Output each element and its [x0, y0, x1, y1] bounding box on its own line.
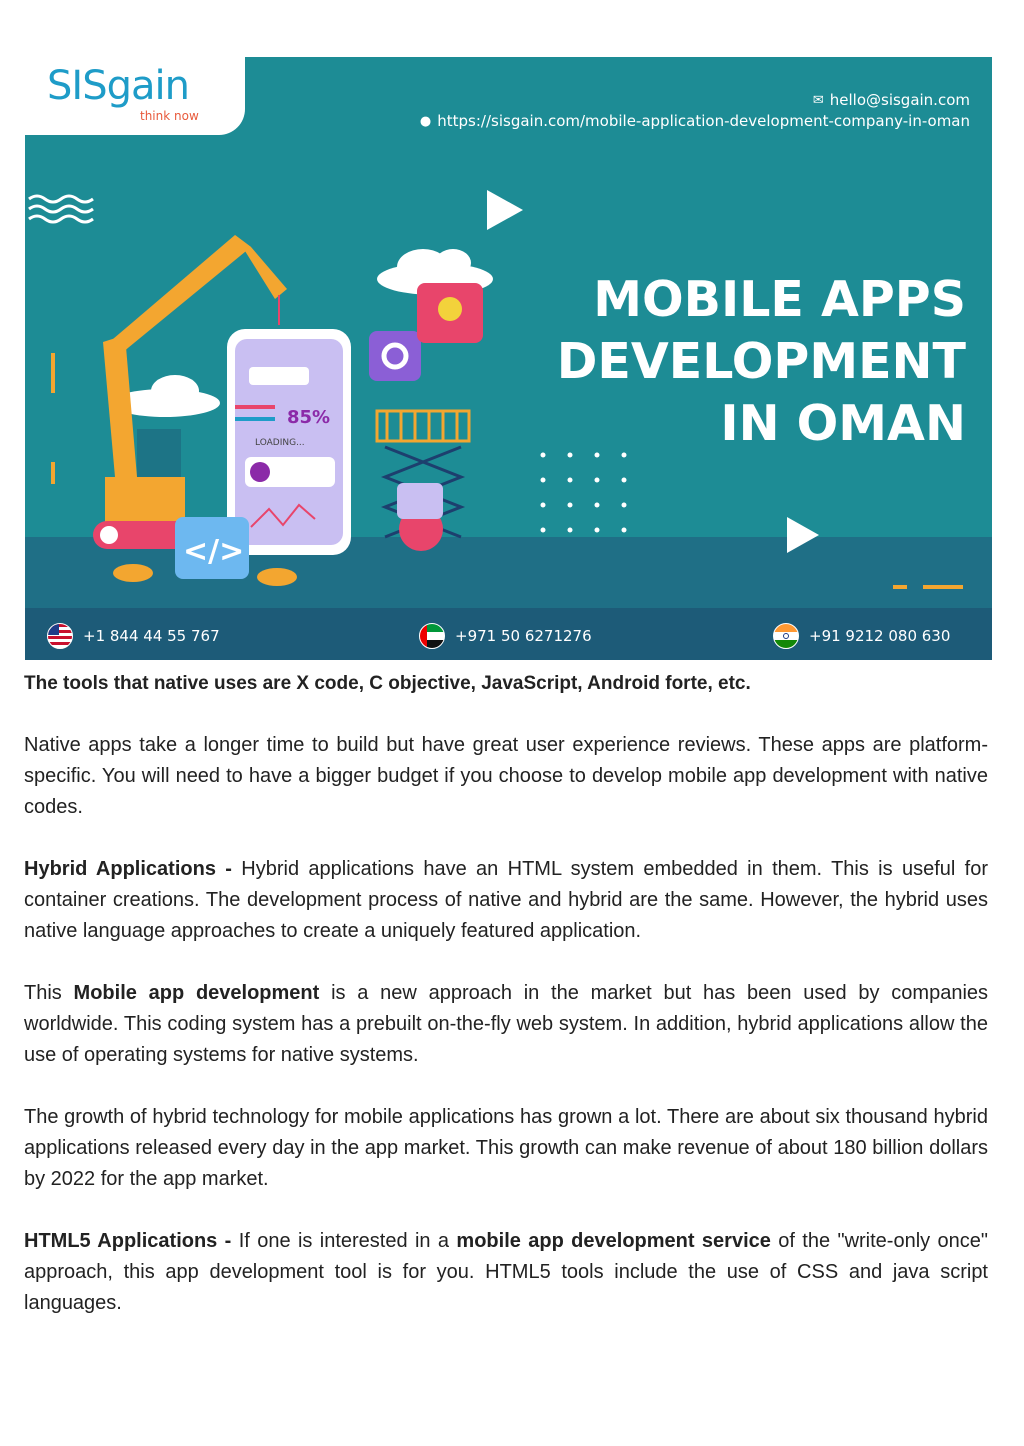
mobile-app-development-link[interactable]: Mobile app development — [73, 982, 320, 1004]
paragraph-growth: The growth of hybrid technology for mobile applications has grown a lot. There are about six thousand hybrid applications released every day in the app market. This growth can make revenue of about 180 billion dollars by 2022 for the app market. — [24, 1106, 988, 1190]
phone-bar — [25, 608, 992, 660]
phone-uae — [419, 623, 592, 649]
sisgain-logo: SISgain — [47, 63, 189, 109]
mobile-app-development-service-link[interactable]: mobile app development service — [456, 1230, 771, 1252]
mail-icon: ✉ — [812, 92, 824, 108]
hybrid-heading: Hybrid Applications - — [24, 858, 232, 880]
uae-flag-icon — [419, 623, 445, 649]
logo-tagline: think now — [140, 109, 199, 123]
svg-text:85%: 85% — [287, 407, 331, 428]
play-triangle-icon — [487, 190, 523, 230]
url-text: https://sisgain.com/mobile-application-development-company-in-oman — [437, 112, 970, 130]
headline-line: IN OMAN — [720, 395, 966, 452]
phone-us — [47, 623, 220, 649]
paragraph-hybrid: Hybrid Applications - Hybrid applications have an HTML system embedded in them. This is useful for container creations. The development process of native and hybrid are the same. However, the hybrid uses native language approaches to create a uniquely featured application. — [24, 858, 988, 942]
globe-icon: ● — [419, 113, 432, 129]
scaffold-icon — [377, 411, 469, 441]
svg-text:</>: </> — [183, 534, 245, 569]
phone-number: +91 9212 080 630 — [809, 627, 951, 645]
contact-url — [420, 112, 970, 130]
wave-lines-icon — [29, 196, 93, 222]
dot-grid — [541, 453, 627, 533]
india-flag-icon — [773, 623, 799, 649]
svg-text:LOADING...: LOADING... — [255, 438, 305, 448]
contact-email — [813, 91, 970, 109]
paragraph-html5: HTML5 Applications - If one is interested in a mobile app development service of the "write-only once" approach, this app development tool is for you. HTML5 tools include the use of CSS and java script languages. — [24, 1230, 989, 1314]
logo-area — [25, 57, 245, 135]
gear-icon — [369, 331, 421, 381]
headline-line: MOBILE APPS — [593, 271, 966, 328]
headline-line: DEVELOPMENT — [556, 333, 966, 390]
email-text: hello@sisgain.com — [829, 91, 970, 109]
paragraph-native: Native apps take a longer time to build but have great user experience reviews. These apps are platform-specific. You will need to have a bigger budget if you choose to develop mobile app development with native codes. — [24, 734, 988, 818]
article-body — [24, 668, 988, 1319]
paragraph-mobile-dev: This Mobile app development is a new approach in the market but has been used by companies worldwide. This coding system has a prebuilt on-the-fly web system. In addition, hybrid applications allow the use of operating systems for native systems. — [24, 982, 989, 1066]
banner-headline — [557, 269, 966, 455]
phone-number: +1 844 44 55 767 — [83, 627, 220, 645]
phone-india — [773, 623, 950, 649]
us-flag-icon — [47, 623, 73, 649]
html5-heading: HTML5 Applications - — [24, 1230, 232, 1252]
banner-image — [25, 57, 992, 660]
image-caption: The tools that native uses are X code, C objective, JavaScript, Android forte, etc. — [24, 673, 751, 694]
phone-number: +971 50 6271276 — [455, 627, 592, 645]
